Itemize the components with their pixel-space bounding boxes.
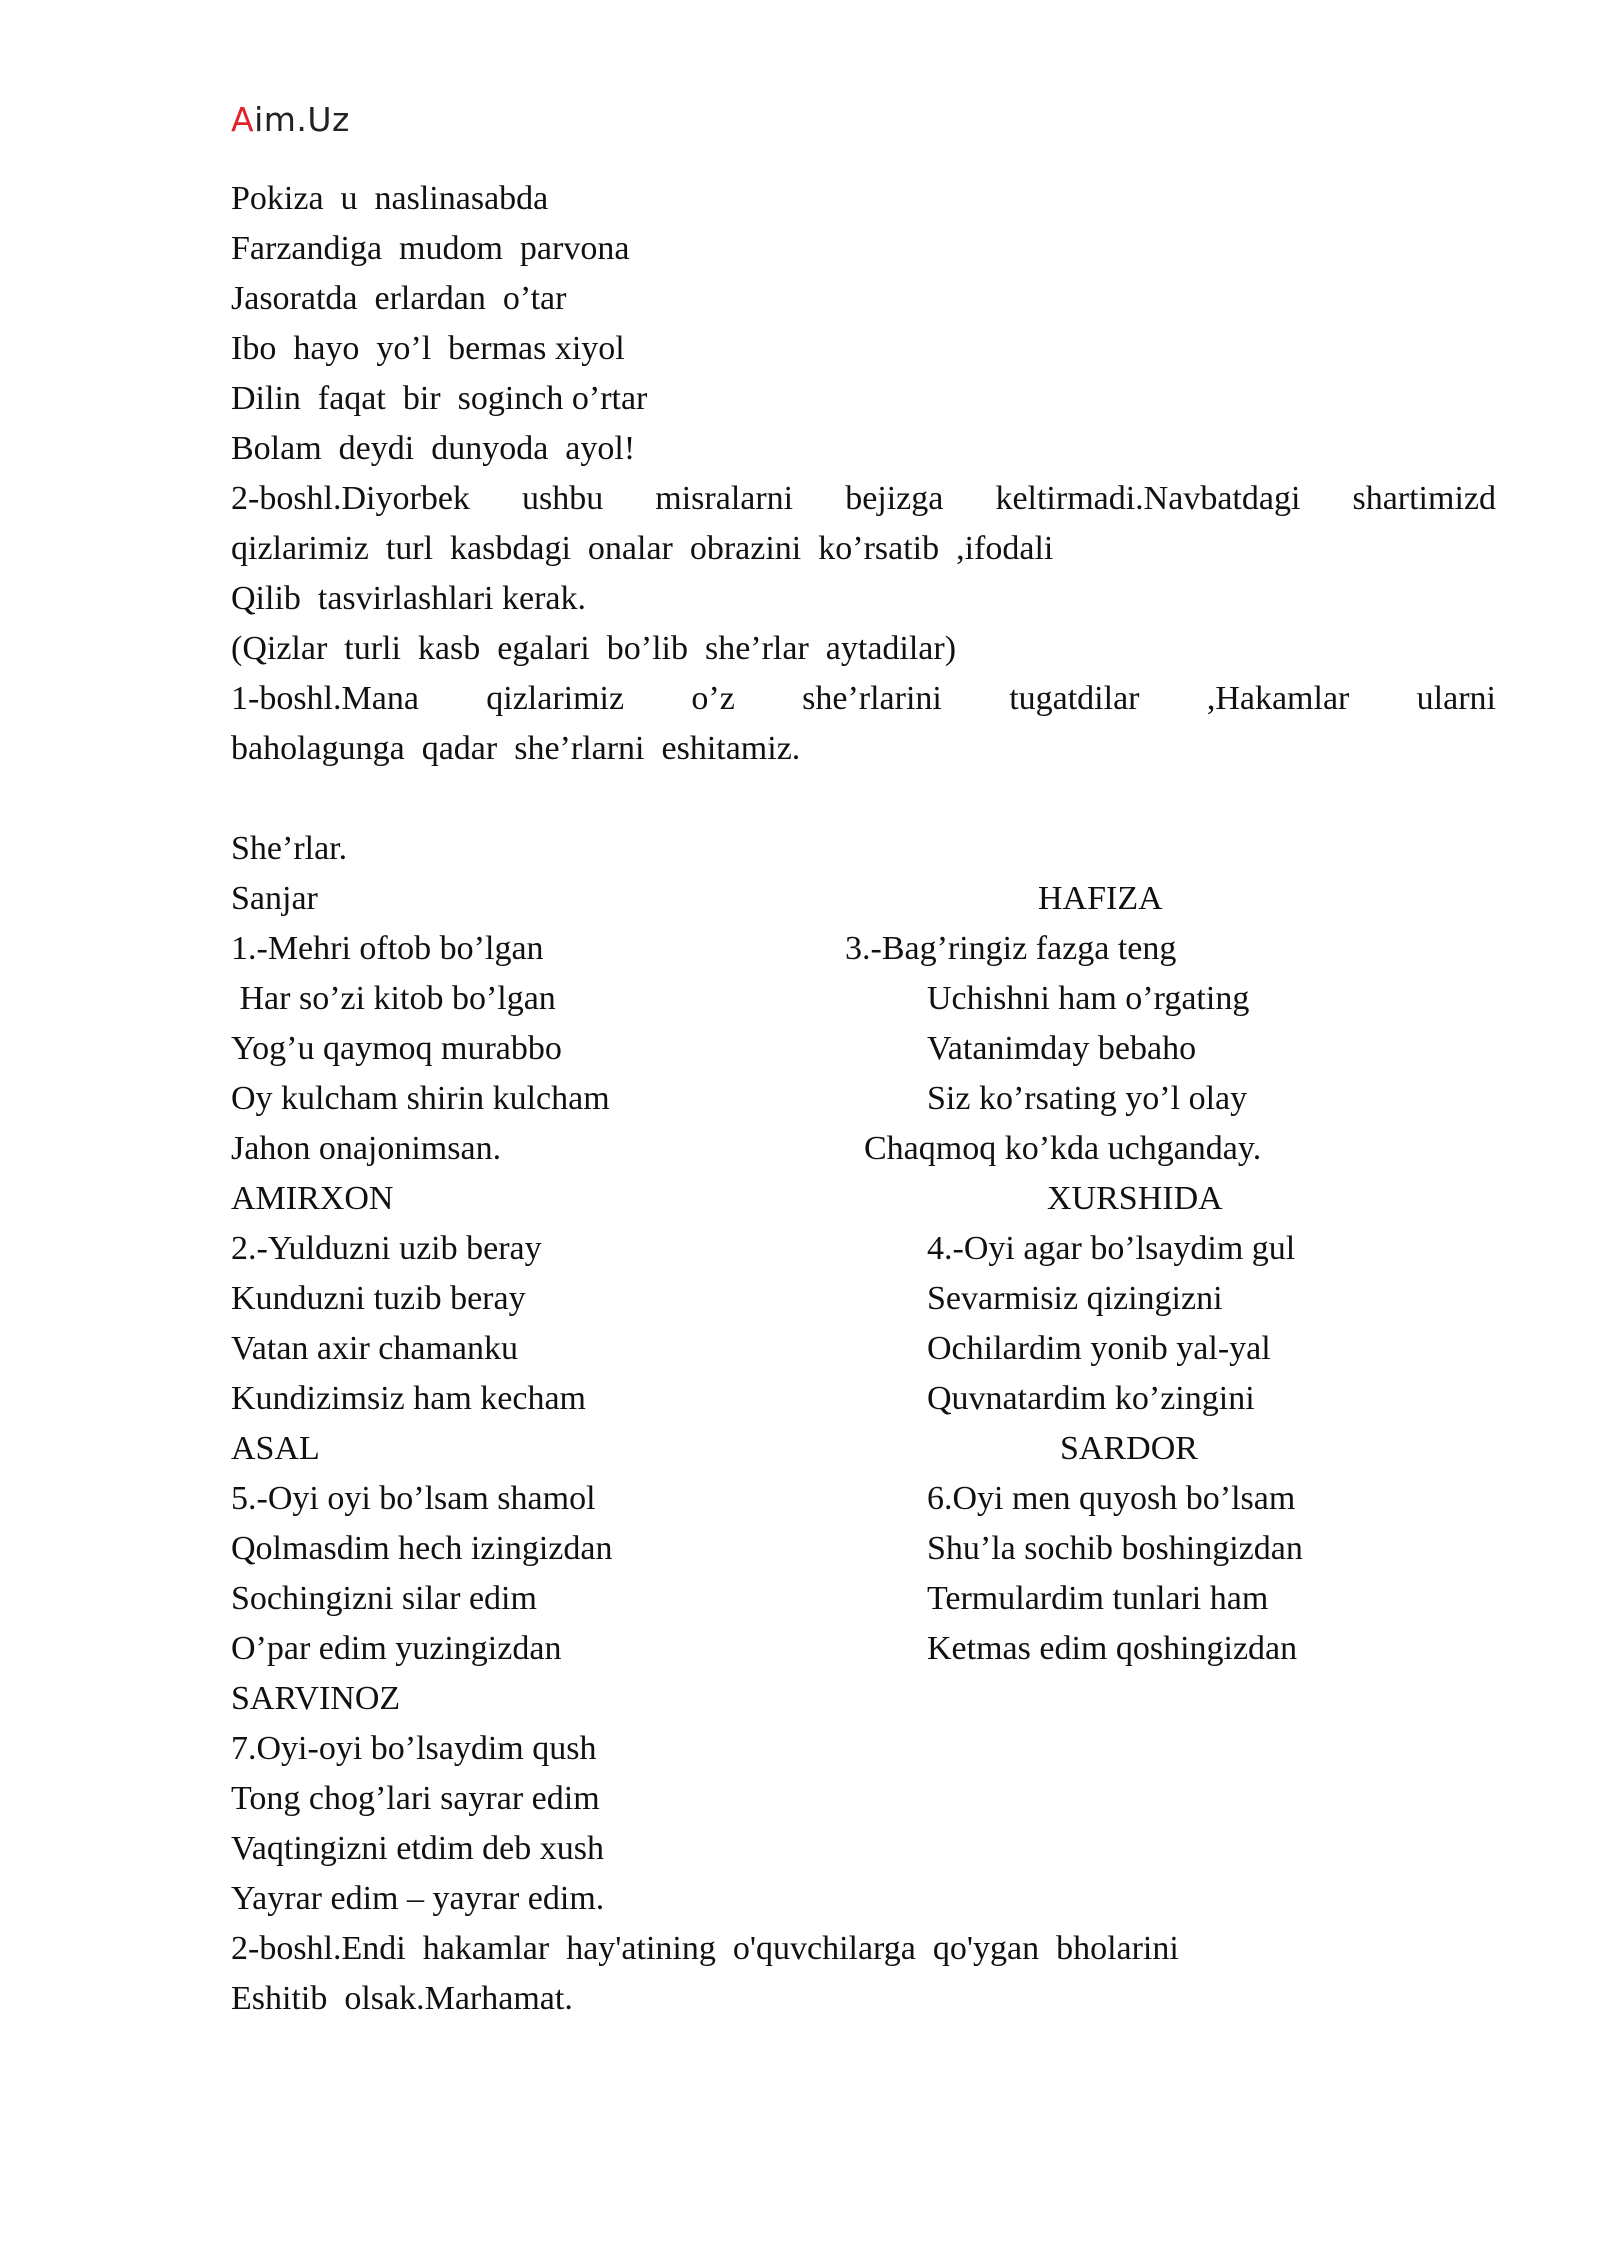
blank-line bbox=[231, 774, 1496, 824]
poem-row bbox=[231, 974, 1496, 1024]
paragraph-line: 1-boshl.Mana qizlarimiz o’z she’rlarini tugatdilar ,Hakamlar ularni bbox=[231, 680, 1496, 717]
poem-right-line: Vatanimday bebaho bbox=[927, 1030, 1197, 1067]
poem-left-name: Sanjar bbox=[231, 880, 318, 917]
poem-right-line: Ketmas edim qoshingizdan bbox=[927, 1630, 1298, 1667]
poem-right-line: Ochilardim yonib yal-yal bbox=[927, 1330, 1271, 1367]
poem-row bbox=[231, 1324, 1496, 1374]
poem-row bbox=[231, 1524, 1496, 1574]
poem-line: Tong chog’lari sayrar edim bbox=[231, 1780, 600, 1817]
poem-row bbox=[231, 1374, 1496, 1424]
intro-line: Jasoratda erlardan o’tar bbox=[231, 280, 567, 317]
poem-right-line: Chaqmoq ko’kda uchganday. bbox=[864, 1130, 1262, 1167]
poem-left-line: Sochingizni silar edim bbox=[231, 1580, 537, 1617]
poem-row bbox=[231, 1174, 1496, 1224]
poem-left-line: Vatan axir chamanku bbox=[231, 1330, 518, 1367]
brand-logo-text: im.Uz bbox=[254, 100, 350, 139]
poem-right-line: Uchishni ham o’rgating bbox=[927, 980, 1250, 1017]
poem-right-line: Termulardim tunlari ham bbox=[927, 1580, 1269, 1617]
poem-right-name: SARDOR bbox=[1060, 1430, 1198, 1467]
poem-left-line: 5.-Oyi oyi bo’lsam shamol bbox=[231, 1480, 596, 1517]
intro-line: Ibo hayo yo’l bermas xiyol bbox=[231, 330, 625, 367]
poem-row bbox=[231, 1124, 1496, 1174]
intro-line: Pokiza u naslinasabda bbox=[231, 180, 549, 217]
poem-left-line: 2.-Yulduzni uzib beray bbox=[231, 1230, 542, 1267]
poem-left-line: Kundizimsiz ham kecham bbox=[231, 1380, 587, 1417]
closing-line: Eshitib olsak.Marhamat. bbox=[231, 1980, 573, 2017]
poem-line: 7.Oyi-oyi bo’lsaydim qush bbox=[231, 1730, 597, 1767]
intro-line: Farzandiga mudom parvona bbox=[231, 230, 630, 267]
poem-left-line: Oy kulcham shirin kulcham bbox=[231, 1080, 610, 1117]
paragraph-line: 2-boshl.Diyorbek ushbu misralarni bejizga keltirmadi.Navbatdagi shartimizd bbox=[231, 480, 1496, 517]
intro-line: Dilin faqat bir soginch o’rtar bbox=[231, 380, 648, 417]
poem-left-line: Jahon onajonimsan. bbox=[231, 1130, 502, 1167]
poem-left-line: Qolmasdim hech izingizdan bbox=[231, 1530, 613, 1567]
brand-logo[interactable] bbox=[231, 100, 350, 139]
poem-right-name: XURSHIDA bbox=[1047, 1180, 1223, 1217]
intro-line: Bolam deydi dunyoda ayol! bbox=[231, 430, 636, 467]
poem-row bbox=[231, 1624, 1496, 1674]
poems-two-columns bbox=[231, 874, 1496, 1674]
poem-row bbox=[231, 1474, 1496, 1524]
poem-name: SARVINOZ bbox=[231, 1680, 401, 1717]
poem-left-line: 1.-Mehri oftob bo’lgan bbox=[231, 930, 544, 967]
paragraph-line: qizlarimiz turl kasbdagi onalar obrazini ko’rsatib ,ifodali bbox=[231, 530, 1054, 567]
poem-row bbox=[231, 1074, 1496, 1124]
poem-left-line: Kunduzni tuzib beray bbox=[231, 1280, 526, 1317]
poem-row bbox=[231, 1574, 1496, 1624]
poem-left-line: O’par edim yuzingizdan bbox=[231, 1630, 562, 1667]
poem-right-line: Quvnatardim ko’zingini bbox=[927, 1380, 1255, 1417]
poem-line: Yayrar edim – yayrar edim. bbox=[231, 1880, 605, 1917]
poem-row bbox=[231, 924, 1496, 974]
poem-right-name: HAFIZA bbox=[1038, 880, 1163, 917]
poem-left-line: Yog’u qaymoq murabbo bbox=[231, 1030, 562, 1067]
poem-row bbox=[231, 1024, 1496, 1074]
poems-heading: She’rlar. bbox=[231, 830, 348, 867]
brand-logo-accent: A bbox=[231, 100, 255, 139]
poem-right-line: 3.-Bag’ringiz fazga teng bbox=[845, 930, 1177, 967]
poem-left-name: ASAL bbox=[231, 1430, 320, 1467]
poem-right-line: Sevarmisiz qizingizni bbox=[927, 1280, 1223, 1317]
paragraph-line: Qilib tasvirlashlari kerak. bbox=[231, 580, 587, 617]
poem-row bbox=[231, 1424, 1496, 1474]
poem-left-line: Har so’zi kitob bo’lgan bbox=[231, 980, 556, 1017]
closing-line: 2-boshl.Endi hakamlar hay'atining o'quvchilarga qo'ygan bholarini bbox=[231, 1930, 1179, 1967]
poem-right-line: 4.-Oyi agar bo’lsaydim gul bbox=[927, 1230, 1296, 1267]
document-body bbox=[231, 174, 1496, 2024]
paragraph-line: baholagunga qadar she’rlarni eshitamiz. bbox=[231, 730, 801, 767]
poem-right-line: 6.Oyi men quyosh bo’lsam bbox=[927, 1480, 1296, 1517]
paragraph-line: (Qizlar turli kasb egalari bo’lib she’rlar aytadilar) bbox=[231, 630, 957, 667]
poem-right-line: Siz ko’rsating yo’l olay bbox=[927, 1080, 1248, 1117]
poem-row bbox=[231, 1274, 1496, 1324]
poem-row bbox=[231, 874, 1496, 924]
poem-row bbox=[231, 1224, 1496, 1274]
poem-line: Vaqtingizni etdim deb xush bbox=[231, 1830, 605, 1867]
poem-left-name: AMIRXON bbox=[231, 1180, 394, 1217]
poem-right-line: Shu’la sochib boshingizdan bbox=[927, 1530, 1303, 1567]
